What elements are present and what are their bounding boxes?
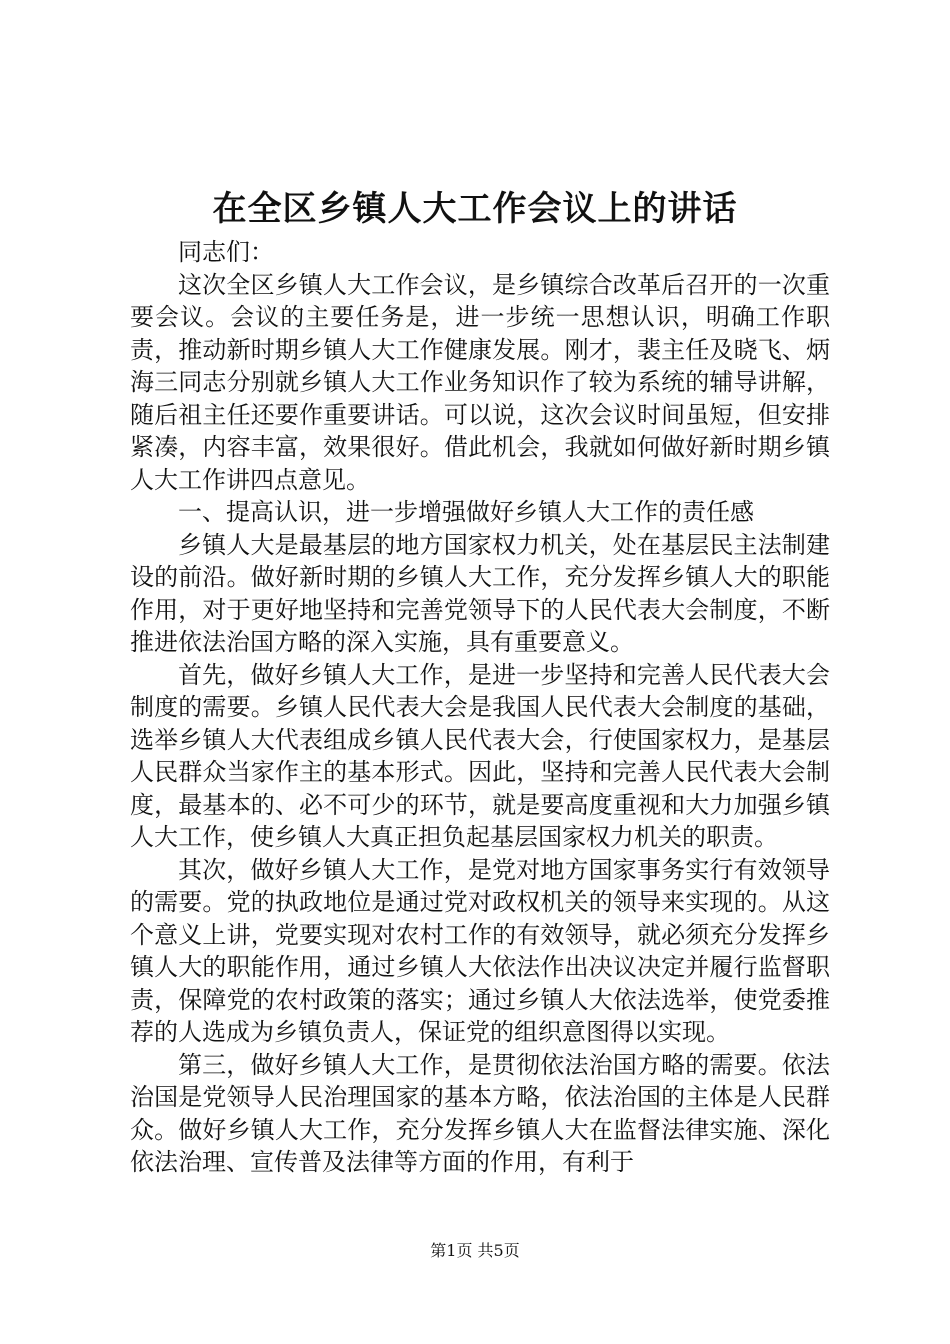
section-heading: 一、提高认识，进一步增强做好乡镇人大工作的责任感 — [178, 498, 754, 526]
body-paragraph: 其次，做好乡镇人大工作，是党对地方国家事务实行有效领导的需要。党的执政地位是通过党对政权机关的领导来实现的。从这个意义上讲，党要实现对农村工作的有效领导，就必须充分发挥乡镇人大的职能作用，通过乡镇人大依法作出决议决定并履行监督职责，保障党的农村政策的落实；通过乡镇人大依法选举，使党委推荐的人选成为乡镇负责人，保证党的组织意图得以实现。 — [130, 855, 830, 1046]
body-paragraph: 第三，做好乡镇人大工作，是贯彻依法治国方略的需要。依法治国是党领导人民治理国家的基本方略，依法治国的主体是人民群众。做好乡镇人大工作，充分发挥乡镇人大在监督法律实施、深化依法治理、宣传普及法律等方面的作用，有利于 — [130, 1050, 830, 1176]
salutation: 同志们： — [178, 238, 274, 266]
body-paragraph: 首先，做好乡镇人大工作，是进一步坚持和完善人民代表大会制度的需要。乡镇人民代表大会是我国人民代表大会制度的基础，选举乡镇人大代表组成乡镇人民代表大会，行使国家权力，是基层人民群众当家作主的基本形式。因此，坚持和完善人民代表大会制度，最基本的、必不可少的环节，就是要高度重视和大力加强乡镇人大工作，使乡镇人大真正担负起基层国家权力机关的职责。 — [130, 660, 830, 851]
document-title: 在全区乡镇人大工作会议上的讲话 — [212, 189, 738, 229]
page-number: 第1页 共5页 — [430, 1241, 520, 1260]
document-body — [130, 236, 830, 1179]
intro-paragraph: 这次全区乡镇人大工作会议，是乡镇综合改革后召开的一次重要会议。会议的主要任务是，进一步统一思想认识，明确工作职责，推动新时期乡镇人大工作健康发展。刚才，裴主任及晓飞、炳海三同志分别就乡镇人大工作业务知识作了较为系统的辅导讲解，随后祖主任还要作重要讲话。可以说，这次会议时间虽短，但安排紧凑，内容丰富，效果很好。借此机会，我就如何做好新时期乡镇人大工作讲四点意见。 — [130, 270, 830, 494]
body-paragraph: 乡镇人大是最基层的地方国家权力机关，处在基层民主法制建设的前沿。做好新时期的乡镇人大工作，充分发挥乡镇人大的职能作用，对于更好地坚持和完善党领导下的人民代表大会制度，不断推进依法治国方略的深入实施，具有重要意义。 — [130, 530, 830, 656]
